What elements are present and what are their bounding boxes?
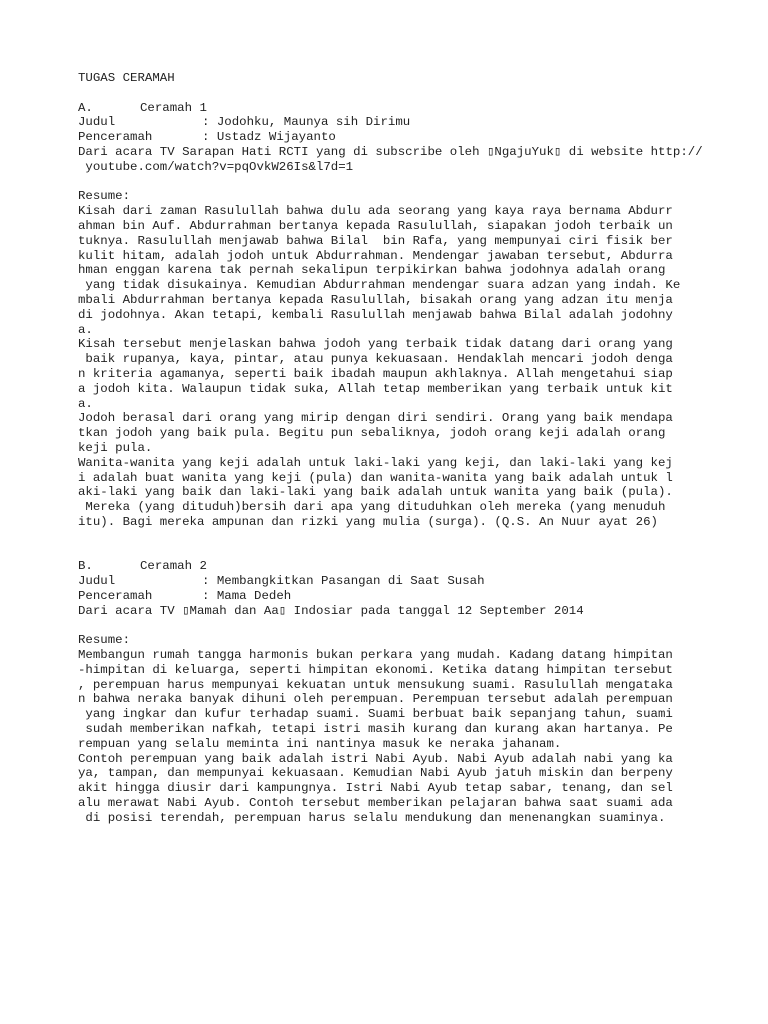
document-page <box>78 71 738 826</box>
text-line: kulit hitam, adalah jodoh untuk Abdurrahman. Mendengar jawaban tersebut, Abdurra <box>78 248 673 263</box>
text-line: mbali Abdurrahman bertanya kepada Rasulullah, bisakah orang yang adzan itu menja <box>78 292 673 307</box>
text-line: sudah memberikan nafkah, tetapi istri masih kurang dan kurang akan hartanya. Pe <box>78 722 673 737</box>
section-heading-text: Ceramah 2 <box>140 559 207 574</box>
section-letter: A. <box>78 100 93 115</box>
text-line: Dari acara TV Sarapan Hati RCTI yang di subscribe oleh ▯NgajuYuk▯ di website http:// <box>78 144 703 159</box>
spacer <box>78 175 738 190</box>
judul-value: : Jodohku, Maunya sih Dirimu <box>202 115 411 130</box>
penceramah-row <box>78 589 738 604</box>
spacer <box>78 618 738 633</box>
source-text <box>78 145 738 175</box>
text-line: -himpitan di keluarga, seperti himpitan ekonomi. Ketika datang himpitan tersebut <box>78 662 673 677</box>
section-heading <box>78 101 738 116</box>
penceramah-row <box>78 130 738 145</box>
resume-label: Resume: <box>78 633 131 648</box>
text-line: youtube.com/watch?v=pqOvkW26Is&l7d=1 <box>78 159 354 174</box>
judul-label: Judul <box>78 115 116 130</box>
text-line: aki-laki yang baik dan laki-laki yang baik adalah untuk wanita yang baik (pula). <box>78 485 673 500</box>
text-line: a. <box>78 396 93 411</box>
text-line: ahman bin Auf. Abdurrahman bertanya kepada Rasulullah, siapakan jodoh terbaik un <box>78 218 673 233</box>
text-line: Kisah tersebut menjelaskan bahwa jodoh yang terbaik tidak datang dari orang yang <box>78 337 673 352</box>
penceramah-value: : Ustadz Wijayanto <box>202 130 336 145</box>
document-title: TUGAS CERAMAH <box>78 71 175 85</box>
text-line: alu merawat Nabi Ayub. Contoh tersebut memberikan pelajaran bahwa saat suami ada <box>78 796 673 811</box>
text-line: a. <box>78 322 93 337</box>
section-letter: B. <box>78 559 93 574</box>
text-line: rempuan yang selalu meminta ini nantinya masuk ke neraka jahanam. <box>78 736 562 751</box>
source-text <box>78 604 738 619</box>
text-line: itu). Bagi mereka ampunan dan rizki yang mulia (surga). (Q.S. An Nuur ayat 26) <box>78 514 658 529</box>
judul-value: : Membangkitkan Pasangan di Saat Susah <box>202 574 485 589</box>
spacer <box>78 86 738 101</box>
text-line: hman enggan karena tak pernah sekalipun terpikirkan bahwa jodohnya adalah orang <box>78 263 666 278</box>
resume-text <box>78 648 738 826</box>
text-line: Wanita-wanita yang keji adalah untuk laki-laki yang keji, dan laki-laki yang kej <box>78 455 673 470</box>
text-line: i adalah buat wanita yang keji (pula) dan wanita-wanita yang baik adalah untuk l <box>78 470 673 485</box>
text-line: yang ingkar dan kufur terhadap suami. Suami berbuat baik sepanjang tahun, suami <box>78 707 673 722</box>
text-line: Contoh perempuan yang baik adalah istri Nabi Ayub. Nabi Ayub adalah nabi yang ka <box>78 751 673 766</box>
text-line: Kisah dari zaman Rasulullah bahwa dulu ada seorang yang kaya raya bernama Abdurr <box>78 204 673 219</box>
penceramah-value: : Mama Dedeh <box>202 588 292 603</box>
judul-label: Judul <box>78 574 116 589</box>
section-heading-text: Ceramah 1 <box>140 100 207 115</box>
text-line: di posisi terendah, perempuan harus selalu mendukung dan menenangkan suaminya. <box>78 810 666 825</box>
spacer <box>78 545 738 560</box>
text-line: ya, tampan, dan mempunyai kekuasaan. Kemudian Nabi Ayub jatuh miskin dan berpeny <box>78 766 673 781</box>
resume-text <box>78 204 738 530</box>
judul-row <box>78 115 738 130</box>
judul-row <box>78 574 738 589</box>
text-line: tkan jodoh yang baik pula. Begitu pun sebaliknya, jodoh orang keji adalah orang <box>78 426 666 441</box>
text-line: n bahwa neraka banyak dihuni oleh perempuan. Perempuan tersebut adalah perempuan <box>78 692 673 707</box>
text-line: keji pula. <box>78 440 153 455</box>
text-line: Membangun rumah tangga harmonis bukan perkara yang mudah. Kadang datang himpitan <box>78 648 673 663</box>
text-line: n kriteria agamanya, seperti baik ibadah maupun akhlaknya. Allah mengetahui siap <box>78 366 673 381</box>
text-line: tuknya. Rasulullah menjawab bahwa Bilal bin Rafa, yang mempunyai ciri fisik ber <box>78 233 673 248</box>
text-line: Jodoh berasal dari orang yang mirip dengan diri sendiri. Orang yang baik mendapa <box>78 411 673 426</box>
text-line: a jodoh kita. Walaupun tidak suka, Allah tetap memberikan yang terbaik untuk kit <box>78 381 673 396</box>
text-line: yang tidak disukainya. Kemudian Abdurrahman mendengar suara adzan yang indah. Ke <box>78 278 681 293</box>
section-heading <box>78 559 738 574</box>
text-line: baik rupanya, kaya, pintar, atau punya kekuasaan. Hendaklah mencari jodoh denga <box>78 352 673 367</box>
text-line: Mereka (yang dituduh)bersih dari apa yang dituduhkan oleh mereka (yang menuduh <box>78 500 666 515</box>
section-ceramah-2 <box>78 559 738 825</box>
text-line: Dari acara TV ▯Mamah dan Aa▯ Indosiar pada tanggal 12 September 2014 <box>78 603 584 618</box>
text-line: akit hingga diusir dari kampungnya. Istri Nabi Ayub tetap sabar, tenang, dan sel <box>78 781 673 796</box>
penceramah-label: Penceramah <box>78 588 153 603</box>
penceramah-label: Penceramah <box>78 130 153 145</box>
spacer <box>78 530 738 545</box>
section-ceramah-1 <box>78 101 738 530</box>
text-line: di jodohnya. Akan tetapi, kembali Rasulullah menjawab bahwa Bilal adalah jodohny <box>78 307 673 322</box>
resume-label: Resume: <box>78 189 131 204</box>
text-line: , perempuan harus mempunyai kekuatan untuk mensukung suami. Rasulullah mengataka <box>78 677 673 692</box>
